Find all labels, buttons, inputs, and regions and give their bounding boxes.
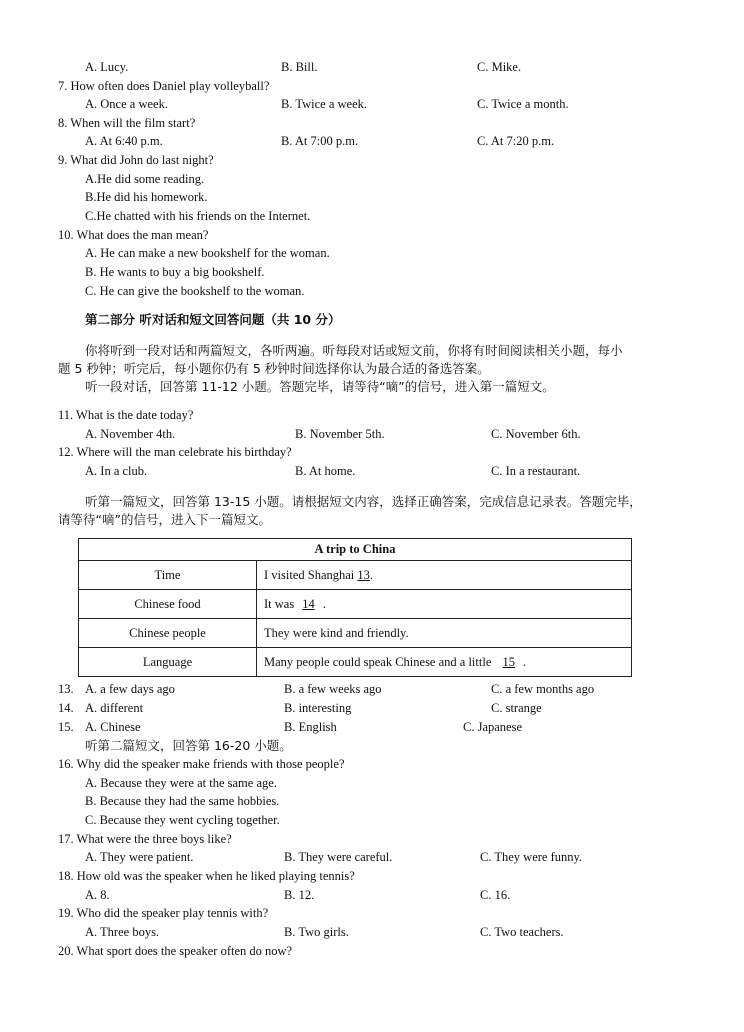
q7-option-a: A. Once a week. — [85, 97, 168, 111]
part2-instruction1: 听一段对话，回答第 11-12 小题。答题完毕，请等待“嘀”的信号，进入第一篇短文。 — [85, 379, 555, 394]
q17-option-a: A. They were patient. — [85, 850, 194, 864]
table-row-value: I visited Shanghai 13. — [257, 561, 632, 590]
q20-question: 20. What sport does the speaker often do now? — [58, 944, 293, 958]
q10-option-b: B. He wants to buy a big bookshelf. — [85, 265, 265, 279]
q14-option-a: A. different — [85, 701, 144, 715]
q8-question: 8. When will the film start? — [58, 116, 196, 130]
answer-blank-15[interactable]: 15 — [502, 654, 515, 669]
table-row — [79, 619, 632, 648]
q14-number: 14. — [58, 701, 74, 715]
table-row-label: Language — [79, 648, 257, 677]
q10-option-c: C. He can give the bookshelf to the woman. — [85, 284, 305, 298]
q8-option-c: C. At 7:20 p.m. — [477, 134, 555, 148]
q11-option-c: C. November 6th. — [491, 427, 581, 441]
answer-blank-14[interactable]: 14 — [302, 596, 315, 611]
q19-option-b: B. Two girls. — [284, 925, 349, 939]
table-row-label: Chinese food — [79, 590, 257, 619]
q9-option-b: B.He did his homework. — [85, 190, 208, 204]
table-title: A trip to China — [79, 539, 632, 561]
q6-option-b: B. Bill. — [281, 60, 318, 74]
q8-option-b: B. At 7:00 p.m. — [281, 134, 359, 148]
q7-option-b: B. Twice a week. — [281, 97, 368, 111]
q10-option-a: A. He can make a new bookshelf for the woman. — [85, 246, 330, 260]
q13-option-c: C. a few months ago — [491, 682, 595, 696]
q11-option-a: A. November 4th. — [85, 427, 176, 441]
q16-question: 16. Why did the speaker make friends with those people? — [58, 757, 345, 771]
q14-option-b: B. interesting — [284, 701, 352, 715]
table-row-value: They were kind and friendly. — [257, 619, 632, 648]
q16-option-c: C. Because they went cycling together. — [85, 813, 280, 827]
table-row — [79, 561, 632, 590]
table-row-label: Time — [79, 561, 257, 590]
table-row-label: Chinese people — [79, 619, 257, 648]
q6-option-a: A. Lucy. — [85, 60, 129, 74]
q10-question: 10. What does the man mean? — [58, 228, 209, 242]
q15-option-c: C. Japanese — [463, 720, 523, 734]
q14-option-c: C. strange — [491, 701, 542, 715]
q11-option-b: B. November 5th. — [295, 427, 385, 441]
q19-option-c: C. Two teachers. — [480, 925, 564, 939]
table-row-value: Many people could speak Chinese and a little 15 . — [257, 648, 632, 677]
q16-option-a: A. Because they were at the same age. — [85, 776, 277, 790]
q15-option-a: A. Chinese — [85, 720, 141, 734]
table-row — [79, 648, 632, 677]
q15-option-b: B. English — [284, 720, 337, 734]
q12-option-a: A. In a club. — [85, 464, 148, 478]
q17-option-c: C. They were funny. — [480, 850, 583, 864]
q11-question: 11. What is the date today? — [58, 408, 194, 422]
part2-instruction2-line1: 听第一篇短文，回答第 13-15 小题。请根据短文内容，选择正确答案，完成信息记录表。答题完毕， — [85, 494, 642, 509]
q12-option-b: B. At home. — [295, 464, 356, 478]
part2-intro-line2: 题 5 秒钟；听完后，每小题你仍有 5 秒钟时间选择你认为最合适的备选答案。 — [58, 361, 490, 376]
q16-option-b: B. Because they had the same hobbies. — [85, 794, 280, 808]
q18-option-b: B. 12. — [284, 888, 315, 902]
q8-option-a: A. At 6:40 p.m. — [85, 134, 163, 148]
q15-number: 15. — [58, 720, 74, 734]
table-row-value: It was 14 . — [257, 590, 632, 619]
q6-option-c: C. Mike. — [477, 60, 522, 74]
q13-option-a: A. a few days ago — [85, 682, 175, 696]
q19-question: 19. Who did the speaker play tennis with? — [58, 906, 269, 920]
q12-question: 12. Where will the man celebrate his birthday? — [58, 445, 292, 459]
q12-option-c: C. In a restaurant. — [491, 464, 581, 478]
q18-question: 18. How old was the speaker when he liked playing tennis? — [58, 869, 355, 883]
q7-option-c: C. Twice a month. — [477, 97, 569, 111]
q9-option-a: A.He did some reading. — [85, 172, 205, 186]
answer-blank-13[interactable]: 13 — [357, 567, 370, 582]
q17-question: 17. What were the three boys like? — [58, 832, 232, 846]
q7-question: 7. How often does Daniel play volleyball? — [58, 79, 270, 93]
part2-intro-line1: 你将听到一段对话和两篇短文，各听两遍。听每段对话或短文前，你将有时间阅读相关小题，每小 — [85, 343, 623, 358]
part2-heading: 第二部分 听对话和短文回答问题（共 10 分） — [85, 312, 341, 327]
q9-question: 9. What did John do last night? — [58, 153, 214, 167]
part2-instruction2-line2: 请等待“嘀”的信号，进入下一篇短文。 — [58, 512, 271, 527]
q17-option-b: B. They were careful. — [284, 850, 393, 864]
q19-option-a: A. Three boys. — [85, 925, 160, 939]
table-row — [79, 590, 632, 619]
q9-option-c: C.He chatted with his friends on the Internet. — [85, 209, 311, 223]
q18-option-c: C. 16. — [480, 888, 511, 902]
q18-option-a: A. 8. — [85, 888, 110, 902]
info-record-table — [78, 538, 632, 677]
q13-option-b: B. a few weeks ago — [284, 682, 382, 696]
part2-instruction3: 听第二篇短文，回答第 16-20 小题。 — [85, 738, 292, 753]
q13-number: 13. — [58, 682, 74, 696]
